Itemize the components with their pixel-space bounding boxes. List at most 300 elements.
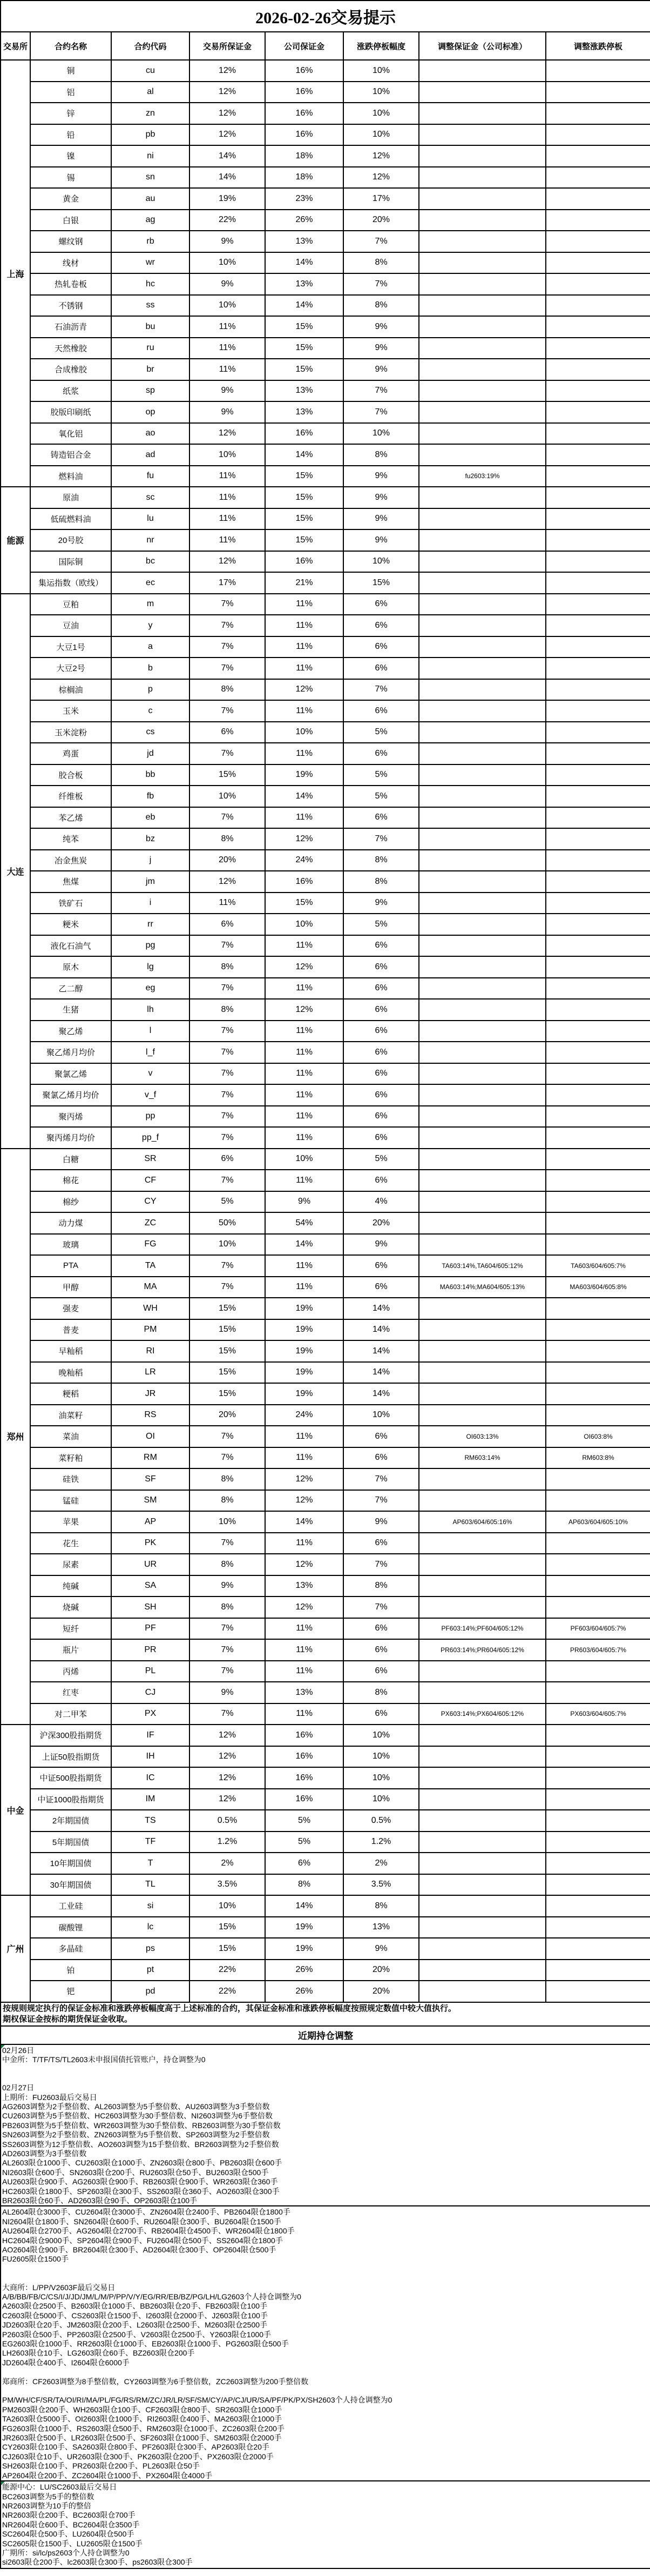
column-header: 调整涨跌停板 — [546, 32, 650, 60]
price-limit-cell: 6% — [343, 978, 419, 999]
adjusted-limit-cell — [546, 722, 650, 743]
adjusted-margin-cell — [419, 1383, 546, 1405]
adjusted-limit-cell — [546, 1340, 650, 1362]
price-limit-cell: 10% — [343, 1789, 419, 1810]
contract-name-cell: 镍 — [30, 145, 111, 167]
contract-code-cell: ss — [111, 295, 189, 317]
adjusted-margin-cell — [419, 1874, 546, 1896]
contract-name-cell: 锡 — [30, 167, 111, 189]
contract-name-cell: 合成橡胶 — [30, 359, 111, 380]
adjusted-limit-cell — [546, 1170, 650, 1191]
adjusted-margin-cell — [419, 700, 546, 722]
contract-code-cell: PK — [111, 1533, 189, 1554]
company-margin-cell: 14% — [265, 786, 343, 807]
notes-line: 郑商所：CF2603调整为8手整倍数，CY2603调整为6手整倍数，ZC2603调整为200手整倍数 — [2, 2377, 309, 2386]
table-row — [1, 551, 650, 573]
table-row — [1, 1917, 650, 1938]
exchange-margin-cell: 17% — [189, 572, 265, 594]
contract-code-cell: y — [111, 615, 189, 636]
cell-flag-icon — [1, 2481, 5, 2485]
contract-name-cell: 胶合板 — [30, 764, 111, 786]
footnote-line: 按规则规定执行的保证金标准和涨跌停板幅度高于上述标准的合约，其保证金标准和涨跌停板幅度按照规定数值中较大值执行。 — [3, 2003, 457, 2013]
table-row — [1, 1234, 650, 1256]
notes-line — [2, 2273, 650, 2283]
contract-name-cell: 铂 — [30, 1960, 111, 1981]
contract-code-cell: fu — [111, 466, 189, 487]
price-limit-cell: 20% — [343, 1981, 419, 2002]
footnote-row — [1, 2002, 650, 2026]
price-limit-cell: 10% — [343, 1405, 419, 1426]
price-limit-cell: 6% — [343, 807, 419, 829]
table-row — [1, 999, 650, 1021]
adjusted-limit-cell — [546, 401, 650, 423]
table-row — [1, 828, 650, 850]
company-margin-cell: 12% — [265, 828, 343, 850]
exchange-margin-cell: 8% — [189, 1468, 265, 1490]
notes-line: EG2603限仓1000手、RR2603限仓1000手、EB2603限仓1000手、PG2603限仓500手 — [2, 2339, 289, 2349]
contract-name-cell: 尿素 — [30, 1554, 111, 1575]
adjusted-margin-cell — [419, 145, 546, 167]
contract-name-cell: 动力煤 — [30, 1212, 111, 1234]
contract-code-cell: CF — [111, 1170, 189, 1191]
adjusted-margin-cell — [419, 1981, 546, 2002]
title-row — [1, 1, 650, 32]
company-margin-cell: 11% — [265, 1447, 343, 1469]
adjusted-margin-cell — [419, 487, 546, 508]
adjusted-limit-cell — [546, 1063, 650, 1085]
company-margin-cell: 12% — [265, 1468, 343, 1490]
exchange-margin-cell: 8% — [189, 1490, 265, 1512]
contract-code-cell: lu — [111, 508, 189, 530]
table-row — [1, 679, 650, 701]
price-limit-cell: 8% — [343, 295, 419, 317]
adjusted-limit-cell — [546, 1191, 650, 1213]
adjusted-margin-cell: TA603:14%,TA604/605:12% — [419, 1255, 546, 1277]
notes-line: 广期所：si/lc/ps2603个人持仓调整为0 — [2, 2548, 130, 2557]
notes-line: NI2604限仓1800手、SN2604限仓600手、RU2604限仓300手、BU2604限仓1500手 — [2, 2217, 281, 2226]
contract-name-cell: 国际铜 — [30, 551, 111, 573]
exchange-margin-cell: 15% — [189, 1917, 265, 1938]
contract-name-cell: 棕榈油 — [30, 679, 111, 701]
notes-line: 02月26日 — [2, 2045, 35, 2055]
company-margin-cell: 19% — [265, 1319, 343, 1341]
exchange-margin-cell: 22% — [189, 1981, 265, 2002]
company-margin-cell: 16% — [265, 1746, 343, 1768]
adjusted-limit-cell — [546, 893, 650, 914]
company-margin-cell: 15% — [265, 466, 343, 487]
company-margin-cell: 10% — [265, 722, 343, 743]
table-row — [1, 1639, 650, 1661]
adjusted-limit-cell — [546, 700, 650, 722]
company-margin-cell: 6% — [265, 1853, 343, 1874]
company-margin-cell: 11% — [265, 1639, 343, 1661]
exchange-margin-cell: 10% — [189, 1511, 265, 1533]
table-row — [1, 466, 650, 487]
price-limit-cell: 12% — [343, 145, 419, 167]
company-margin-cell: 11% — [265, 1042, 343, 1063]
company-margin-cell: 11% — [265, 807, 343, 829]
adjusted-margin-cell — [419, 615, 546, 636]
contract-name-cell: 纸浆 — [30, 380, 111, 402]
exchange-margin-cell: 8% — [189, 956, 265, 978]
adjusted-limit-cell — [546, 956, 650, 978]
contract-name-cell: 玉米 — [30, 700, 111, 722]
contract-name-cell: 天然橡胶 — [30, 338, 111, 359]
adjusted-margin-cell — [419, 1063, 546, 1085]
contract-name-cell: 铅 — [30, 124, 111, 146]
exchange-margin-cell: 14% — [189, 145, 265, 167]
table-row — [1, 529, 650, 551]
contract-name-cell: 氧化铝 — [30, 423, 111, 445]
column-header: 公司保证金 — [265, 32, 343, 60]
company-margin-cell: 11% — [265, 1170, 343, 1191]
contract-code-cell: pb — [111, 124, 189, 146]
exchange-margin-cell: 10% — [189, 444, 265, 466]
contract-name-cell: 锰硅 — [30, 1490, 111, 1512]
adjusted-margin-cell — [419, 231, 546, 252]
adjusted-limit-cell — [546, 1917, 650, 1938]
notes-line: 中金所：T/TF/TS/TL2603未申报国债托管账户，持仓调整为0 — [2, 2055, 206, 2064]
table-row — [1, 1853, 650, 1874]
adjusted-limit-cell — [546, 1789, 650, 1810]
adjusted-limit-cell — [546, 529, 650, 551]
exchange-label: 中金 — [1, 1725, 30, 1895]
contract-name-cell: 大豆1号 — [30, 636, 111, 658]
adjusted-margin-cell — [419, 935, 546, 957]
adjusted-limit-cell — [546, 167, 650, 189]
notes-line: JR2603限仓500手、LR2603限仓500手、SF2603限仓1000手、SM2603限仓2000手 — [2, 2433, 282, 2443]
company-margin-cell: 16% — [265, 1767, 343, 1789]
adjusted-margin-cell — [419, 1596, 546, 1618]
company-margin-cell: 15% — [265, 359, 343, 380]
price-limit-cell: 9% — [343, 466, 419, 487]
contract-name-cell: 花生 — [30, 1533, 111, 1554]
table-row — [1, 295, 650, 317]
table-row — [1, 1490, 650, 1512]
contract-code-cell: sc — [111, 487, 189, 508]
adjusted-limit-cell — [546, 594, 650, 615]
company-margin-cell: 19% — [265, 1917, 343, 1938]
exchange-margin-cell: 50% — [189, 1212, 265, 1234]
contract-name-cell: 硅铁 — [30, 1468, 111, 1490]
contract-code-cell: wr — [111, 252, 189, 274]
company-margin-cell: 11% — [265, 1021, 343, 1042]
exchange-margin-cell: 15% — [189, 1383, 265, 1405]
adjusted-limit-cell — [546, 1554, 650, 1575]
company-margin-cell: 11% — [265, 1533, 343, 1554]
exchange-margin-cell: 7% — [189, 935, 265, 957]
company-margin-cell: 12% — [265, 999, 343, 1021]
contract-name-cell: 纯苯 — [30, 828, 111, 850]
company-margin-cell: 5% — [265, 1810, 343, 1832]
adjusted-limit-cell — [546, 1746, 650, 1768]
exchange-margin-cell: 11% — [189, 338, 265, 359]
contract-name-cell: 对二甲苯 — [30, 1703, 111, 1725]
price-limit-cell: 8% — [343, 1682, 419, 1703]
contract-name-cell: 白糖 — [30, 1149, 111, 1170]
adjusted-margin-cell: PR603:14%;PR604/605:12% — [419, 1639, 546, 1661]
adjusted-margin-cell — [419, 1810, 546, 1832]
contract-code-cell: FG — [111, 1234, 189, 1256]
exchange-margin-cell: 11% — [189, 893, 265, 914]
company-margin-cell: 16% — [265, 124, 343, 146]
company-margin-cell: 15% — [265, 487, 343, 508]
contract-name-cell: 原油 — [30, 487, 111, 508]
price-limit-cell: 17% — [343, 188, 419, 210]
contract-code-cell: PR — [111, 1639, 189, 1661]
exchange-margin-cell: 8% — [189, 1596, 265, 1618]
price-limit-cell: 6% — [343, 1042, 419, 1063]
contract-name-cell: 集运指数（欧线） — [30, 572, 111, 594]
adjusted-limit-cell — [546, 1042, 650, 1063]
exchange-margin-cell: 7% — [189, 1533, 265, 1554]
contract-code-cell: T — [111, 1853, 189, 1874]
contract-code-cell: eb — [111, 807, 189, 829]
price-limit-cell: 7% — [343, 273, 419, 295]
table-row — [1, 1426, 650, 1447]
contract-name-cell: 生猪 — [30, 999, 111, 1021]
contract-code-cell: JR — [111, 1383, 189, 1405]
exchange-margin-cell: 7% — [189, 658, 265, 679]
table-row — [1, 316, 650, 338]
contract-code-cell: au — [111, 188, 189, 210]
adjusted-margin-cell — [419, 82, 546, 103]
company-margin-cell: 8% — [265, 1874, 343, 1896]
table-row — [1, 914, 650, 935]
adjusted-limit-cell — [546, 978, 650, 999]
contract-code-cell: lc — [111, 1917, 189, 1938]
contract-code-cell: si — [111, 1895, 189, 1917]
company-margin-cell: 12% — [265, 1554, 343, 1575]
adjusted-limit-cell — [546, 103, 650, 124]
contract-code-cell: ZC — [111, 1212, 189, 1234]
table-row — [1, 1767, 650, 1789]
adjusted-limit-cell — [546, 1383, 650, 1405]
table-row — [1, 252, 650, 274]
company-margin-cell: 11% — [265, 1106, 343, 1128]
notes-line: SC2605限仓1500手、LU2605限仓1500手 — [2, 2539, 143, 2548]
contract-name-cell: 石油沥青 — [30, 316, 111, 338]
contract-name-cell: 油菜籽 — [30, 1405, 111, 1426]
contract-code-cell: PL — [111, 1661, 189, 1682]
adjusted-margin-cell: MA603:14%;MA604/605:13% — [419, 1277, 546, 1298]
contract-name-cell: 低硫燃料油 — [30, 508, 111, 530]
adjusted-margin-cell — [419, 1853, 546, 1874]
price-limit-cell: 10% — [343, 60, 419, 82]
contract-code-cell: jd — [111, 743, 189, 764]
price-limit-cell: 7% — [343, 1596, 419, 1618]
adjusted-margin-cell — [419, 1319, 546, 1341]
price-limit-cell: 6% — [343, 1639, 419, 1661]
price-limit-cell: 6% — [343, 1447, 419, 1469]
contract-code-cell: lh — [111, 999, 189, 1021]
table-row — [1, 764, 650, 786]
exchange-margin-cell: 7% — [189, 1703, 265, 1725]
exchange-margin-cell: 12% — [189, 1725, 265, 1746]
contract-code-cell: bc — [111, 551, 189, 573]
adjusted-limit-cell — [546, 828, 650, 850]
company-margin-cell: 9% — [265, 1191, 343, 1213]
adjusted-margin-cell — [419, 594, 546, 615]
company-margin-cell: 12% — [265, 679, 343, 701]
price-limit-cell: 8% — [343, 1575, 419, 1597]
contract-code-cell: ec — [111, 572, 189, 594]
contract-name-cell: 大豆2号 — [30, 658, 111, 679]
price-limit-cell: 6% — [343, 935, 419, 957]
company-margin-cell: 11% — [265, 1703, 343, 1725]
contract-name-cell: 强麦 — [30, 1298, 111, 1319]
contract-name-cell: 线材 — [30, 252, 111, 274]
table-row — [1, 1362, 650, 1384]
table-row — [1, 1682, 650, 1703]
contract-name-cell: 纤维板 — [30, 786, 111, 807]
column-header: 涨跌停板幅度 — [343, 32, 419, 60]
exchange-label: 能源 — [1, 487, 30, 594]
company-margin-cell: 24% — [265, 850, 343, 871]
table-row — [1, 444, 650, 466]
adjusted-limit-cell — [546, 60, 650, 82]
table-row — [1, 850, 650, 871]
exchange-margin-cell: 15% — [189, 1340, 265, 1362]
table-row — [1, 1042, 650, 1063]
table-row — [1, 1170, 650, 1191]
price-limit-cell: 7% — [343, 231, 419, 252]
adjusted-limit-cell: TA603/604/605:7% — [546, 1255, 650, 1277]
price-limit-cell: 6% — [343, 636, 419, 658]
exchange-margin-cell: 19% — [189, 188, 265, 210]
price-limit-cell: 5% — [343, 1149, 419, 1170]
adjusted-margin-cell — [419, 956, 546, 978]
adjusted-limit-cell — [546, 1021, 650, 1042]
adjusted-margin-cell — [419, 273, 546, 295]
exchange-margin-cell: 8% — [189, 828, 265, 850]
contract-code-cell: i — [111, 893, 189, 914]
adjusted-margin-cell — [419, 1960, 546, 1981]
price-limit-cell: 9% — [343, 359, 419, 380]
table-row — [1, 1596, 650, 1618]
adjusted-limit-cell — [546, 1725, 650, 1746]
exchange-margin-cell: 15% — [189, 764, 265, 786]
contract-code-cell: rr — [111, 914, 189, 935]
adjusted-margin-cell — [419, 1533, 546, 1554]
contract-code-cell: MA — [111, 1277, 189, 1298]
contract-code-cell: IC — [111, 1767, 189, 1789]
exchange-margin-cell: 12% — [189, 551, 265, 573]
adjusted-margin-cell — [419, 1298, 546, 1319]
adjusted-limit-cell — [546, 1490, 650, 1512]
contract-code-cell: TL — [111, 1874, 189, 1896]
adjusted-limit-cell — [546, 1106, 650, 1128]
price-limit-cell: 5% — [343, 722, 419, 743]
contract-code-cell: v_f — [111, 1084, 189, 1106]
adjusted-limit-cell — [546, 359, 650, 380]
page-title: 2026-02-26交易提示 — [1, 1, 650, 32]
price-limit-cell: 10% — [343, 124, 419, 146]
price-limit-cell: 14% — [343, 1383, 419, 1405]
column-header: 交易所 — [1, 32, 30, 60]
table-row — [1, 1810, 650, 1832]
adjusted-margin-cell — [419, 679, 546, 701]
adjusted-limit-cell: PF603/604/605:7% — [546, 1618, 650, 1640]
price-limit-cell: 6% — [343, 1021, 419, 1042]
adjusted-limit-cell — [546, 935, 650, 957]
contract-name-cell: 上证50股指期货 — [30, 1746, 111, 1768]
company-margin-cell: 16% — [265, 551, 343, 573]
adjusted-margin-cell — [419, 1789, 546, 1810]
contract-code-cell: SM — [111, 1490, 189, 1512]
exchange-margin-cell: 6% — [189, 722, 265, 743]
notes-line: PM2603限仓200手、WH2603限仓100手、CF2603限仓800手、SR2603限仓1000手 — [2, 2405, 282, 2414]
company-margin-cell: 12% — [265, 1490, 343, 1512]
contract-code-cell: TA — [111, 1255, 189, 1277]
company-margin-cell: 18% — [265, 145, 343, 167]
price-limit-cell: 9% — [343, 893, 419, 914]
contract-code-cell: jm — [111, 871, 189, 893]
contract-name-cell: 聚丙烯月均价 — [30, 1127, 111, 1149]
contract-code-cell: CJ — [111, 1682, 189, 1703]
company-margin-cell: 16% — [265, 1725, 343, 1746]
contract-name-cell: 菜籽粕 — [30, 1447, 111, 1469]
notes-line: si2603限仓200手、lc2603限仓300手、ps2603限仓300手 — [2, 2558, 193, 2567]
table-row — [1, 338, 650, 359]
notes-block-shfe — [1, 2044, 650, 2206]
contract-name-cell: 豆粕 — [30, 594, 111, 615]
adjusted-limit-cell — [546, 1596, 650, 1618]
adjusted-limit-cell — [546, 1810, 650, 1832]
adjusted-limit-cell: AP603/604/605:10% — [546, 1511, 650, 1533]
notes-line: AL2604限仓3000手、CU2604限仓3000手、ZN2604限仓2400手、PB2604限仓1800手 — [2, 2208, 290, 2217]
exchange-margin-cell: 7% — [189, 743, 265, 764]
adjusted-limit-cell — [546, 1405, 650, 1426]
notes-line: JD2603限仓20手、JM2603限仓200手、L2603限仓2500手、M2603限仓2500手 — [2, 2320, 268, 2330]
adjusted-margin-cell — [419, 1746, 546, 1768]
exchange-margin-cell: 12% — [189, 60, 265, 82]
exchange-margin-cell: 7% — [189, 1639, 265, 1661]
company-margin-cell: 15% — [265, 316, 343, 338]
company-margin-cell: 11% — [265, 1426, 343, 1447]
exchange-margin-cell: 10% — [189, 786, 265, 807]
adjusted-limit-cell — [546, 1468, 650, 1490]
adjusted-limit-cell — [546, 466, 650, 487]
contract-name-cell: 瓶片 — [30, 1639, 111, 1661]
adjusted-margin-cell — [419, 103, 546, 124]
exchange-label: 上海 — [1, 60, 30, 487]
contract-name-cell: 白银 — [30, 210, 111, 231]
table-row — [1, 1106, 650, 1128]
contract-code-cell: nr — [111, 529, 189, 551]
company-margin-cell: 15% — [265, 508, 343, 530]
contract-code-cell: v — [111, 1063, 189, 1085]
contract-code-cell: al — [111, 82, 189, 103]
price-limit-cell: 9% — [343, 487, 419, 508]
adjusted-margin-cell — [419, 60, 546, 82]
exchange-margin-cell: 12% — [189, 124, 265, 146]
table-row — [1, 1149, 650, 1170]
table-row — [1, 1468, 650, 1490]
adjusted-margin-cell — [419, 1405, 546, 1426]
notes-line: FG2603限仓1000手、RS2603限仓500手、RM2603限仓1000手、ZC2603限仓200手 — [2, 2424, 285, 2433]
contract-code-cell: cs — [111, 722, 189, 743]
recent-adjustments-title: 近期持仓调整 — [1, 2026, 650, 2044]
table-row — [1, 1255, 650, 1277]
contract-name-cell: 豆油 — [30, 615, 111, 636]
adjusted-limit-cell — [546, 1362, 650, 1384]
contract-name-cell: 普麦 — [30, 1319, 111, 1341]
contract-code-cell: OI — [111, 1426, 189, 1447]
company-margin-cell: 11% — [265, 935, 343, 957]
contract-name-cell: 晚籼稻 — [30, 1362, 111, 1384]
contract-code-cell: SH — [111, 1596, 189, 1618]
